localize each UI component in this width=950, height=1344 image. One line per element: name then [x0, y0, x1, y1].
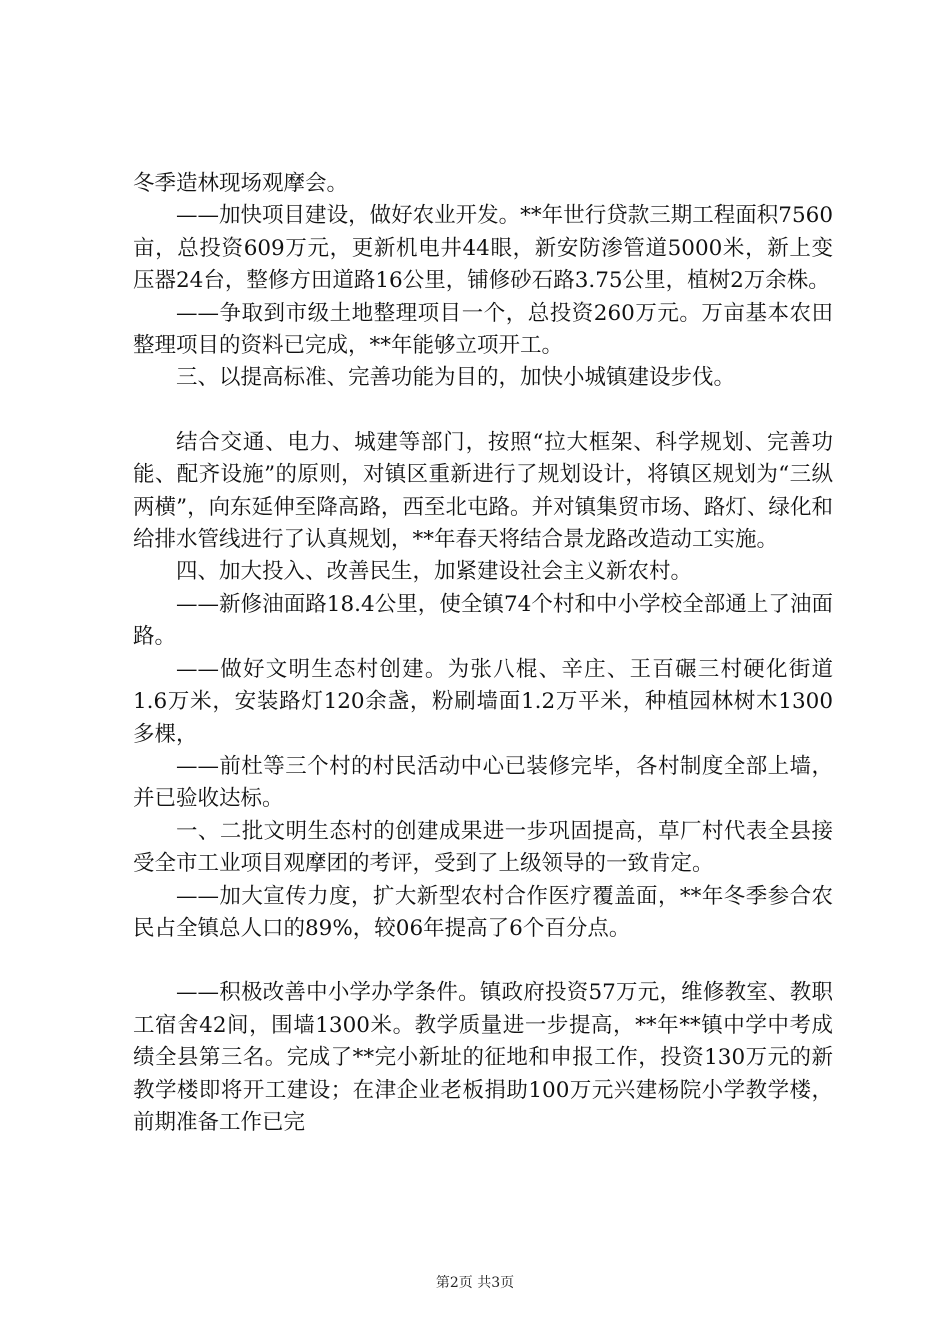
- section-heading: 四、加大投入、改善民生，加紧建设社会主义新农村。: [176, 559, 693, 585]
- page-footer: 第2页 共3页: [435, 1275, 515, 1291]
- paragraph: ——加大宣传力度，扩大新型农村合作医疗覆盖面，**年冬季参合农民占全镇总人口的89%，较06年提高了6个百分点。: [133, 883, 833, 941]
- paragraph: ——做好文明生态村创建。为张八棍、辛庄、王百碾三村硬化街道1.6万米，安装路灯120余盏，粉刷墙面1.2万平米，种植园林树木1300多棵，: [133, 656, 833, 747]
- paragraph: ——积极改善中小学办学条件。镇政府投资57万元，维修教室、教职工宿舍42间，围墙1300米。教学质量进一步提高，**年**镇中学中考成绩全县第三名。完成了**完小新址的征地和申报工作，投资130万元的新教学楼即将开工建设；在津企业老板捐助100万元兴建杨院小学教学楼，前期准备工作已完: [133, 980, 833, 1135]
- paragraph: ——争取到市级土地整理项目一个，总投资260万元。万亩基本农田整理项目的资料已完成，**年能够立项开工。: [133, 300, 833, 359]
- paragraph: 一、二批文明生态村的创建成果进一步巩固提高，草厂村代表全县接受全市工业项目观摩团的考评，受到了上级领导的一致肯定。: [133, 818, 833, 877]
- paragraph: 冬季造林现场观摩会。: [133, 171, 349, 196]
- document-body: [133, 168, 833, 1139]
- paragraph: ——加快项目建设，做好农业开发。**年世行贷款三期工程面积7560亩，总投资609万元，更新机电井44眼，新安防渗管道5000米，新上变压器24台，整修方田道路16公里，铺修砂石路3.75公里，植树2万余株。: [133, 203, 833, 294]
- paragraph-gap: [133, 395, 833, 427]
- paragraph: ——新修油面路18.4公里，使全镇74个村和中小学校全部通上了油面路。: [133, 591, 833, 650]
- section-heading: 三、以提高标准、完善功能为目的，加快小城镇建设步伐。: [176, 365, 736, 391]
- paragraph-gap: [133, 945, 833, 977]
- paragraph: 结合交通、电力、城建等部门，按照“拉大框架、科学规划、完善功能、配齐设施”的原则，对镇区重新进行了规划设计，将镇区规划为“三纵两横”，向东延伸至降高路，西至北屯路。并对镇集贸市场、路灯、绿化和给排水管线进行了认真规划，**年春天将结合景龙路改造动工实施。: [133, 429, 833, 553]
- paragraph: ——前杜等三个村的村民活动中心已装修完毕，各村制度全部上墙，并已验收达标。: [133, 753, 833, 812]
